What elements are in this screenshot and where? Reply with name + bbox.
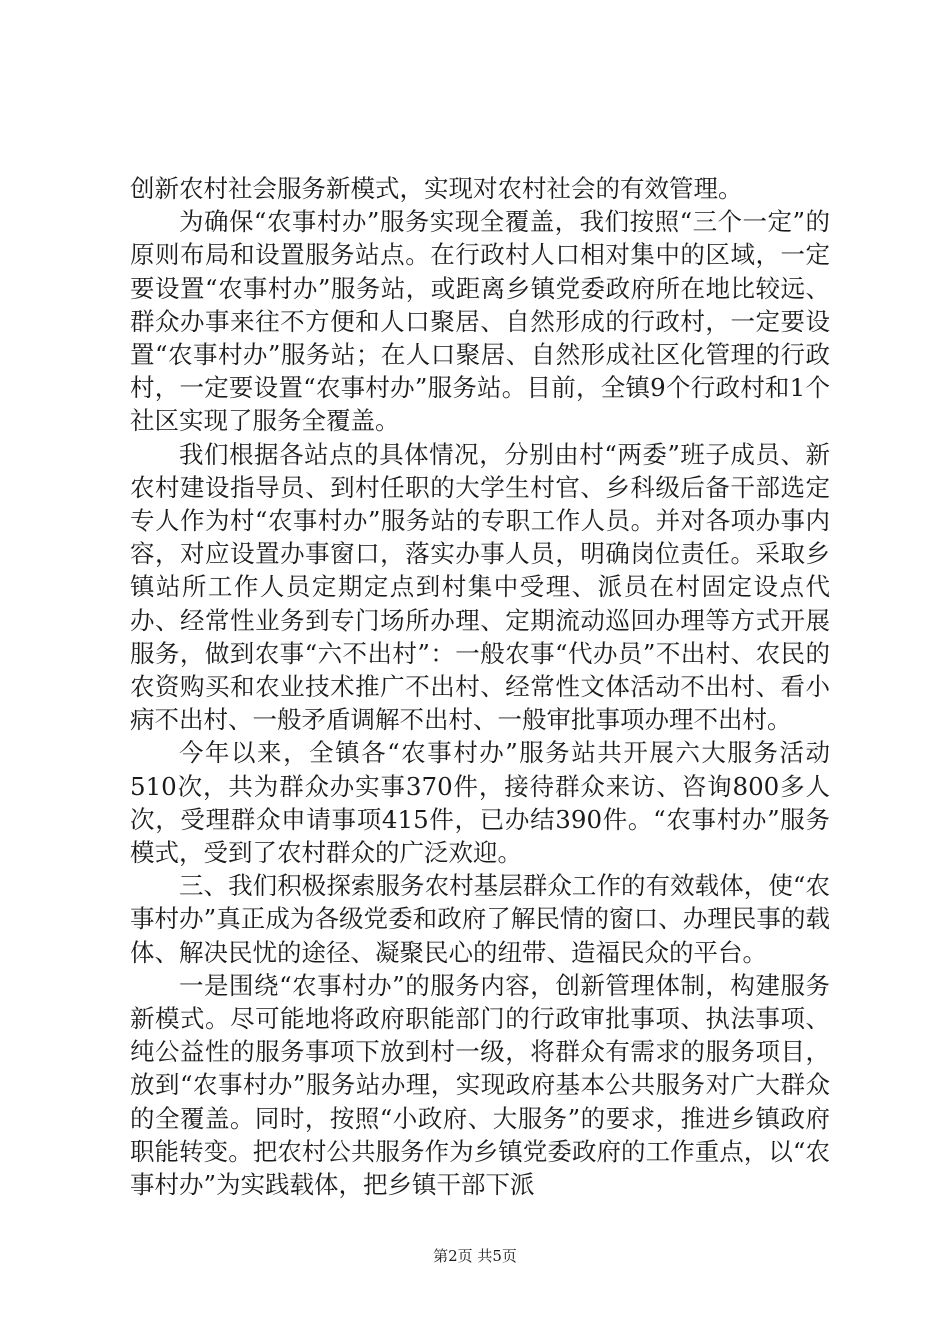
paragraph-2: 为确保“农事村办”服务实现全覆盖，我们按照“三个一定”的原则布局和设置服务站点。在行政村人口相对集中的区域，一定要设置“农事村办”服务站，或距离乡镇党委政府所在地比较远、群众办事来往不方便和人口聚居、自然形成的行政村，一定要设置“农事村办”服务站；在人口聚居、自然形成社区化管理的行政村，一定要设置“农事村办”服务站。目前，全镇9个行政村和1个社区实现了服务全覆盖。 bbox=[130, 207, 830, 436]
paragraph-3: 我们根据各站点的具体情况，分别由村“两委”班子成员、新农村建设指导员、到村任职的大学生村官、乡科级后备干部选定专人作为村“农事村办”服务站的专职工作人员。并对各项办事内容，对应设置办事窗口，落实办事人员，明确岗位责任。采取乡镇站所工作人员定期定点到村集中受理、派员在村固定设点代办、经常性业务到专门场所办理、定期流动巡回办理等方式开展服务，做到农事“六不出村”：一般农事“代办员”不出村、农民的农资购买和农业技术推广不出村、经常性文体活动不出村、看小病不出村、一般矛盾调解不出村、一般审批事项办理不出村。 bbox=[130, 439, 830, 735]
paragraph-5: 三、我们积极探索服务农村基层群众工作的有效载体，使“农事村办”真正成为各级党委和政府了解民情的窗口、办理民事的载体、解决民忧的途径、凝聚民心的纽带、造福民众的平台。 bbox=[130, 871, 830, 967]
paragraph-4: 今年以来，全镇各“农事村办”服务站共开展六大服务活动510次，共为群众办实事370件，接待群众来访、咨询800多人次，受理群众申请事项415件，已办结390件。“农事村办”服务模式，受到了农村群众的广泛欢迎。 bbox=[130, 738, 830, 868]
paragraph-1: 创新农村社会服务新模式，实现对农村社会的有效管理。 bbox=[130, 174, 743, 203]
page-footer: 第2页 共5页 bbox=[433, 1247, 517, 1265]
document-body bbox=[130, 172, 830, 1201]
paragraph-6: 一是围绕“农事村办”的服务内容，创新管理体制，构建服务新模式。尽可能地将政府职能部门的行政审批事项、执法事项、纯公益性的服务事项下放到村一级，将群众有需求的服务项目，放到“农事村办”服务站办理，实现政府基本公共服务对广大群众的全覆盖。同时，按照“小政府、大服务”的要求，推进乡镇政府职能转变。把农村公共服务作为乡镇党委政府的工作重点，以“农事村办”为实践载体，把乡镇干部下派 bbox=[130, 970, 830, 1200]
